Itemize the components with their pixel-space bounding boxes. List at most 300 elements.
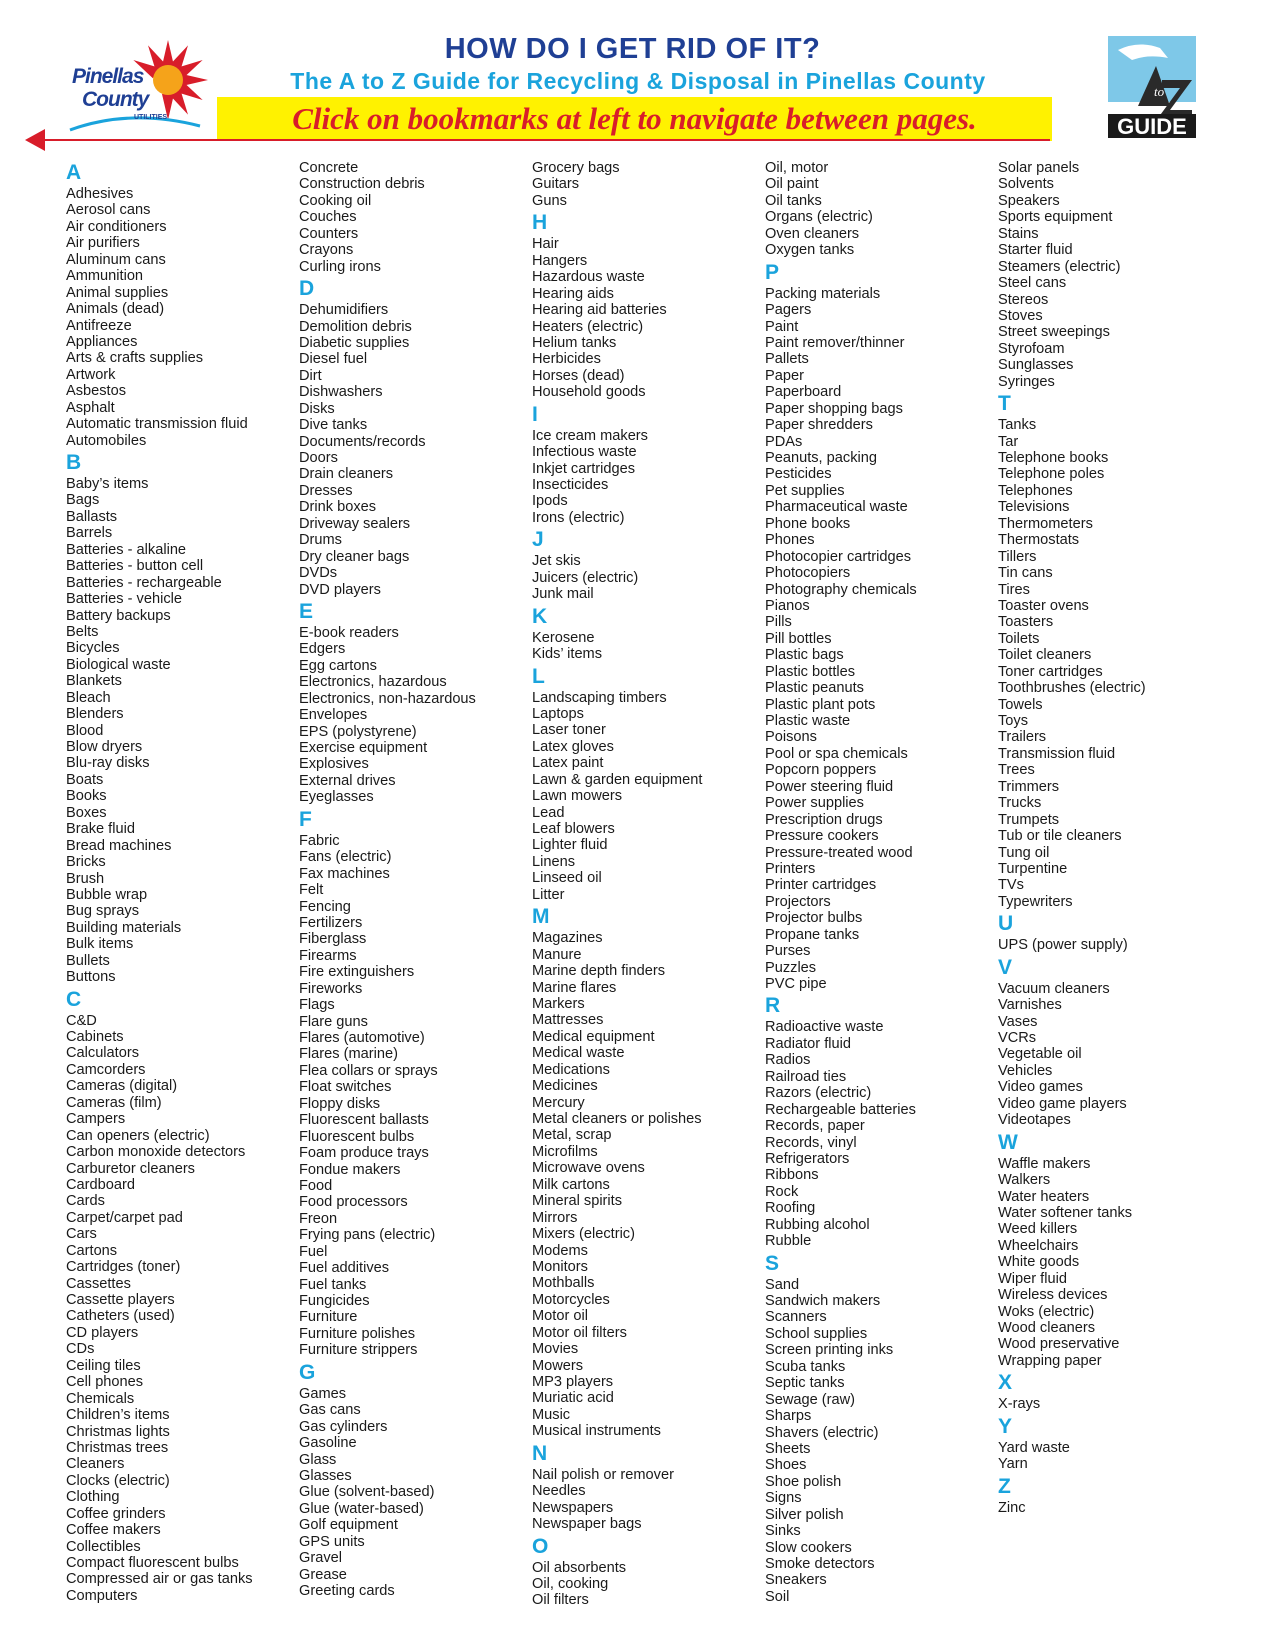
list-item: Shoe polish xyxy=(765,1473,842,1490)
list-item: Pianos xyxy=(765,597,810,614)
list-item: Fireworks xyxy=(299,980,363,997)
list-item: Thermostats xyxy=(998,532,1080,549)
list-item: Linseed oil xyxy=(532,870,602,887)
list-item: Cartridges (toner) xyxy=(66,1259,181,1276)
list-item: Animal supplies xyxy=(66,284,169,301)
list-item: Magazines xyxy=(532,930,603,947)
logo-guide-text: GUIDE xyxy=(1117,114,1187,138)
list-item: Furniture polishes xyxy=(299,1325,415,1342)
list-item: Furniture xyxy=(299,1309,358,1326)
list-item: Projector bulbs xyxy=(765,910,863,927)
list-item: Calculators xyxy=(66,1045,139,1062)
list-item: Video games xyxy=(998,1079,1083,1096)
list-item: Plastic waste xyxy=(765,713,851,729)
list-item: Trailers xyxy=(998,729,1047,746)
list-item: Lawn & garden equipment xyxy=(532,771,703,788)
list-item: Radios xyxy=(765,1052,811,1069)
list-item: Wheelchairs xyxy=(998,1237,1079,1254)
list-item: Vehicles xyxy=(998,1062,1053,1079)
section-letter-c: C xyxy=(66,987,82,1011)
list-item: Waffle makers xyxy=(998,1155,1091,1172)
list-item: Weed killers xyxy=(998,1221,1078,1238)
list-item: Electronics, hazardous xyxy=(299,674,447,691)
list-item: Music xyxy=(532,1406,571,1423)
list-item: Children’s items xyxy=(66,1407,170,1424)
list-item: Trees xyxy=(998,762,1035,779)
list-item: Plastic bottles xyxy=(765,663,856,680)
list-item: Electronics, non-hazardous xyxy=(299,690,476,707)
list-item: Turpentine xyxy=(998,860,1068,877)
list-item: Hair xyxy=(532,236,559,253)
list-item: White goods xyxy=(998,1254,1080,1271)
list-item: Cassettes xyxy=(66,1275,131,1292)
index-column-2 xyxy=(299,160,539,1599)
list-item: Egg cartons xyxy=(299,657,377,674)
list-item: Sinks xyxy=(765,1523,801,1540)
list-item: Poisons xyxy=(765,729,817,746)
list-item: Gas cans xyxy=(299,1402,361,1419)
list-item: Leaf blowers xyxy=(532,821,615,837)
list-item: Insecticides xyxy=(532,477,609,493)
list-item: Kerosene xyxy=(532,629,595,646)
list-item: Flare guns xyxy=(299,1013,368,1030)
list-item: Carpet/carpet pad xyxy=(66,1209,183,1226)
list-item: Bug sprays xyxy=(66,903,140,920)
list-item: Wrapping paper xyxy=(998,1352,1102,1369)
list-item: Pills xyxy=(765,614,792,631)
list-item: Photocopier cartridges xyxy=(765,548,912,565)
list-item: Speakers xyxy=(998,192,1060,209)
list-item: Blenders xyxy=(66,706,124,723)
list-item: Pagers xyxy=(765,302,812,319)
list-item: DVDs xyxy=(299,565,338,582)
list-item: Rubbing alcohol xyxy=(765,1216,870,1233)
list-item: Starter fluid xyxy=(998,242,1073,259)
list-item: Records, vinyl xyxy=(765,1134,857,1151)
banner-text: Click on bookmarks at left to navigate between pages. xyxy=(292,101,977,136)
list-item: Razors (electric) xyxy=(765,1085,872,1102)
list-item: Tanks xyxy=(998,417,1037,434)
list-item: Mixers (electric) xyxy=(532,1226,635,1243)
list-item: Medicines xyxy=(532,1078,598,1095)
list-item: Vegetable oil xyxy=(998,1046,1082,1063)
list-item: Bicycles xyxy=(66,640,120,657)
list-item: Compact fluorescent bulbs xyxy=(66,1555,239,1571)
list-item: Paper xyxy=(765,367,804,384)
list-item: Food processors xyxy=(299,1194,408,1211)
list-item: Golf equipment xyxy=(299,1517,398,1534)
list-item: Plastic peanuts xyxy=(765,680,864,697)
logo-line-pinellas: Pinellas xyxy=(72,65,144,88)
list-item: Exercise equipment xyxy=(299,740,428,756)
list-item: Peanuts, packing xyxy=(765,450,877,466)
list-item: Cameras (film) xyxy=(66,1094,162,1111)
list-item: Steamers (electric) xyxy=(998,258,1121,275)
list-item: Envelopes xyxy=(299,707,368,724)
list-item: Catheters (used) xyxy=(66,1308,175,1325)
list-item: EPS (polystyrene) xyxy=(299,723,417,740)
list-item: Fondue makers xyxy=(299,1161,401,1178)
list-item: Blood xyxy=(66,722,104,739)
list-item: Medical equipment xyxy=(532,1028,655,1045)
list-item: Toys xyxy=(998,713,1029,729)
list-item: CD players xyxy=(66,1324,139,1341)
list-item: Trumpets xyxy=(998,811,1060,828)
list-item: Water softener tanks xyxy=(998,1204,1133,1221)
list-item: Dresses xyxy=(299,482,353,499)
left-arrow-icon xyxy=(25,129,45,151)
section-letter-w: W xyxy=(998,1130,1018,1154)
list-item: Typewriters xyxy=(998,893,1073,910)
list-item: Smoke detectors xyxy=(765,1556,875,1572)
list-item: Tung oil xyxy=(998,844,1050,861)
list-item: Diabetic supplies xyxy=(299,334,410,351)
list-item: TVs xyxy=(998,877,1024,894)
section-letter-a: A xyxy=(66,161,82,184)
list-item: Radioactive waste xyxy=(765,1019,884,1036)
list-item: Antifreeze xyxy=(66,317,132,334)
list-item: Slow cookers xyxy=(765,1539,852,1556)
list-item: C&D xyxy=(66,1012,97,1029)
list-item: Televisions xyxy=(998,499,1070,516)
list-item: Diesel fuel xyxy=(299,351,368,368)
list-item: Rechargeable batteries xyxy=(765,1101,916,1118)
list-item: Float switches xyxy=(299,1079,392,1096)
list-item: Fiberglass xyxy=(299,931,367,948)
list-item: Household goods xyxy=(532,384,646,401)
list-item: Floppy disks xyxy=(299,1095,381,1112)
list-item: Toothbrushes (electric) xyxy=(998,680,1146,697)
list-item: Shavers (electric) xyxy=(765,1424,879,1441)
list-item: Linens xyxy=(532,853,576,870)
list-item: Counters xyxy=(299,225,359,242)
list-item: Disks xyxy=(299,400,335,417)
list-item: Stoves xyxy=(998,307,1043,324)
list-item: Bags xyxy=(66,492,100,509)
list-item: Scanners xyxy=(765,1309,827,1326)
list-item: Tin cans xyxy=(998,565,1053,582)
list-item: Trimmers xyxy=(998,778,1060,795)
list-item: Pet supplies xyxy=(765,482,845,499)
list-item: Ceiling tiles xyxy=(66,1357,141,1374)
list-item: Trucks xyxy=(998,795,1042,812)
list-item: Fluorescent ballasts xyxy=(299,1112,429,1129)
list-item: Paper shredders xyxy=(765,417,873,434)
list-item: Dehumidifiers xyxy=(299,302,389,319)
list-item: E-book readers xyxy=(299,624,399,641)
list-item: Printer cartridges xyxy=(765,877,877,894)
list-item: Lawn mowers xyxy=(532,788,623,805)
list-item: Oil, motor xyxy=(765,160,829,176)
list-item: Fencing xyxy=(299,898,351,915)
list-item: Litter xyxy=(532,886,565,903)
list-item: Monitors xyxy=(532,1258,588,1275)
list-item: Animals (dead) xyxy=(66,301,165,318)
list-item: Purses xyxy=(765,943,811,960)
list-item: Barrels xyxy=(66,525,113,542)
list-item: Blankets xyxy=(66,673,122,690)
list-item: Manure xyxy=(532,946,582,963)
list-item: Fuel tanks xyxy=(299,1276,367,1293)
index-column-4 xyxy=(765,160,1005,1605)
list-item: Drums xyxy=(299,532,342,549)
list-item: Freon xyxy=(299,1210,338,1227)
list-item: Sewage (raw) xyxy=(765,1391,856,1408)
list-item: Pool or spa chemicals xyxy=(765,745,908,762)
list-item: Gas cylinders xyxy=(299,1418,388,1435)
index-column-1 xyxy=(66,160,306,1604)
list-item: Air purifiers xyxy=(66,235,140,252)
list-item: Biological waste xyxy=(66,656,171,673)
list-item: Motorcycles xyxy=(532,1291,610,1308)
list-item: Paperboard xyxy=(765,384,842,401)
list-item: Hearing aids xyxy=(532,285,614,302)
list-item: Flags xyxy=(299,997,335,1014)
list-item: Oil paint xyxy=(765,176,819,193)
list-item: Mercury xyxy=(532,1094,585,1111)
list-item: Glue (solvent-based) xyxy=(299,1484,435,1501)
list-item: Appliances xyxy=(66,333,138,350)
list-item: Zinc xyxy=(998,1499,1026,1516)
list-item: Railroad ties xyxy=(765,1068,847,1085)
list-item: Toilets xyxy=(998,630,1040,647)
list-item: School supplies xyxy=(765,1325,868,1342)
list-item: Oil, cooking xyxy=(532,1575,609,1592)
list-item: Crayons xyxy=(299,242,354,259)
list-item: Medical waste xyxy=(532,1045,625,1062)
list-item: Bricks xyxy=(66,854,106,871)
list-item: Toaster ovens xyxy=(998,597,1089,614)
list-item: Wood preservative xyxy=(998,1336,1120,1353)
list-item: Street sweepings xyxy=(998,324,1110,341)
list-item: Movies xyxy=(532,1341,579,1358)
list-item: External drives xyxy=(299,772,396,789)
left-arrow-line xyxy=(40,139,1050,141)
list-item: Campers xyxy=(66,1111,126,1128)
list-item: Christmas lights xyxy=(66,1423,170,1440)
list-item: Muriatic acid xyxy=(532,1390,614,1407)
list-item: Baby’s items xyxy=(66,476,149,492)
list-item: Hearing aid batteries xyxy=(532,302,667,319)
list-item: Jet skis xyxy=(532,553,581,570)
list-item: Frying pans (electric) xyxy=(299,1227,436,1244)
section-letter-f: F xyxy=(299,807,312,831)
list-item: Wood cleaners xyxy=(998,1320,1096,1336)
list-item: Arts & crafts supplies xyxy=(66,350,204,367)
list-item: Rock xyxy=(765,1183,799,1200)
list-item: Brake fluid xyxy=(66,821,135,838)
list-item: Modems xyxy=(532,1242,588,1259)
list-item: PDAs xyxy=(765,433,803,450)
list-item: Roofing xyxy=(765,1200,816,1217)
list-item: Fungicides xyxy=(299,1293,370,1309)
list-item: Steel cans xyxy=(998,275,1067,292)
list-item: Photography chemicals xyxy=(765,581,917,598)
list-item: Bubble wrap xyxy=(66,886,148,903)
list-item: Pesticides xyxy=(765,466,832,483)
list-item: Syringes xyxy=(998,373,1055,390)
list-item: Ballasts xyxy=(66,508,118,525)
list-item: Drain cleaners xyxy=(299,466,394,483)
logo-line-utilities: UTILITIES xyxy=(134,114,168,121)
list-item: Printers xyxy=(765,860,816,877)
list-item: Clocks (electric) xyxy=(66,1472,170,1489)
list-item: Latex gloves xyxy=(532,738,614,755)
logo-line-county: County xyxy=(82,88,149,111)
list-item: Packing materials xyxy=(765,285,881,302)
list-item: Construction debris xyxy=(299,176,425,193)
list-item: Firearms xyxy=(299,947,357,964)
list-item: Wiper fluid xyxy=(998,1270,1067,1287)
list-item: Transmission fluid xyxy=(998,745,1116,762)
list-item: Refrigerators xyxy=(765,1150,850,1167)
list-item: Medications xyxy=(532,1061,610,1078)
list-item: Toner cartridges xyxy=(998,663,1103,680)
list-item: Oven cleaners xyxy=(765,225,860,242)
list-item: Fans (electric) xyxy=(299,849,392,866)
list-item: Records, paper xyxy=(765,1118,865,1135)
list-item: Coffee grinders xyxy=(66,1505,166,1522)
list-item: Herbicides xyxy=(532,351,601,368)
list-item: Glass xyxy=(299,1451,337,1468)
list-item: Telephones xyxy=(998,482,1073,499)
list-item: Plastic bags xyxy=(765,647,844,664)
list-item: Puzzles xyxy=(765,959,817,976)
list-item: UPS (power supply) xyxy=(998,937,1128,954)
list-item: Drink boxes xyxy=(299,499,377,516)
section-letter-d: D xyxy=(299,277,315,301)
list-item: Camcorders xyxy=(66,1061,146,1078)
list-item: Popcorn poppers xyxy=(765,762,877,779)
list-item: Cartons xyxy=(66,1242,118,1259)
list-item: Aerosol cans xyxy=(66,202,151,219)
list-item: GPS units xyxy=(299,1533,365,1550)
list-item: Newspaper bags xyxy=(532,1516,642,1533)
list-item: Gasoline xyxy=(299,1435,357,1452)
list-item: Eyeglasses xyxy=(299,789,374,806)
list-item: Automobiles xyxy=(66,432,147,449)
section-letter-s: S xyxy=(765,1251,780,1275)
list-item: Toasters xyxy=(998,614,1054,631)
list-item: Batteries - rechargeable xyxy=(66,574,222,591)
list-item: Sunglasses xyxy=(998,357,1074,374)
list-item: Irons (electric) xyxy=(532,509,625,526)
list-item: Cardboard xyxy=(66,1176,135,1193)
list-item: Sheets xyxy=(765,1440,811,1457)
pinellas-county-logo xyxy=(60,38,210,138)
list-item: Soil xyxy=(765,1588,790,1605)
list-item: Pill bottles xyxy=(765,630,832,647)
list-item: Tires xyxy=(998,581,1030,598)
list-item: Bullets xyxy=(66,952,110,969)
list-item: Sand xyxy=(765,1276,800,1293)
list-item: Battery backups xyxy=(66,607,171,624)
list-item: Stereos xyxy=(998,291,1049,308)
list-item: Signs xyxy=(765,1490,802,1507)
list-item: Compressed air or gas tanks xyxy=(66,1571,253,1588)
list-item: Tub or tile cleaners xyxy=(998,828,1122,845)
list-item: Silver polish xyxy=(765,1506,844,1523)
page-subtitle: The A to Z Guide for Recycling & Disposal in Pinellas County xyxy=(290,68,986,94)
list-item: Cleaners xyxy=(66,1456,125,1473)
list-item: Oxygen tanks xyxy=(765,242,855,259)
page-title: HOW DO I GET RID OF IT? xyxy=(444,33,821,65)
list-item: Needles xyxy=(532,1483,586,1500)
list-item: Aluminum cans xyxy=(66,251,166,268)
list-item: Foam produce trays xyxy=(299,1145,429,1162)
list-item: Collectibles xyxy=(66,1538,141,1555)
list-item: Motor oil filters xyxy=(532,1324,627,1341)
list-item: Oil tanks xyxy=(765,192,822,209)
list-item: Phones xyxy=(765,532,815,549)
list-item: Couches xyxy=(299,209,357,226)
list-item: Coffee makers xyxy=(66,1522,161,1539)
list-item: Pressure cookers xyxy=(765,828,879,845)
a-to-z-guide-icon xyxy=(1108,36,1196,138)
list-item: Ribbons xyxy=(765,1167,819,1184)
list-item: Power steering fluid xyxy=(765,778,894,795)
list-item: Guns xyxy=(532,192,567,209)
list-item: Yarn xyxy=(998,1456,1028,1473)
logo-to-text: to xyxy=(1154,84,1165,99)
list-item: Hangers xyxy=(532,252,588,269)
section-letter-x: X xyxy=(998,1371,1013,1395)
list-item: Bleach xyxy=(66,689,111,706)
list-item: Felt xyxy=(299,882,324,899)
list-item: Concrete xyxy=(299,160,359,176)
list-item: Can openers (electric) xyxy=(66,1127,210,1144)
list-item: Mothballs xyxy=(532,1275,595,1292)
list-item: Paint xyxy=(765,318,799,335)
list-item: Sneakers xyxy=(765,1572,827,1589)
list-item: Curling irons xyxy=(299,258,381,275)
list-item: Microwave ovens xyxy=(532,1160,645,1177)
list-item: Building materials xyxy=(66,919,182,936)
list-item: VCRs xyxy=(998,1030,1037,1046)
list-item: Glasses xyxy=(299,1467,352,1484)
list-item: Mirrors xyxy=(532,1209,578,1226)
list-item: Solar panels xyxy=(998,160,1080,176)
list-item: Varnishes xyxy=(998,997,1062,1014)
section-letter-b: B xyxy=(66,451,82,474)
list-item: Documents/records xyxy=(299,433,426,450)
list-item: Styrofoam xyxy=(998,340,1065,357)
list-item: Games xyxy=(299,1385,347,1402)
list-item: Batteries - alkaline xyxy=(66,541,187,558)
section-letter-j: J xyxy=(532,528,544,552)
list-item: Scuba tanks xyxy=(765,1358,846,1375)
section-letter-i: I xyxy=(532,402,538,426)
list-item: Inkjet cartridges xyxy=(532,460,636,477)
list-item: Batteries - vehicle xyxy=(66,591,182,608)
section-letter-g: G xyxy=(299,1360,316,1384)
list-item: X-rays xyxy=(998,1396,1041,1413)
list-item: Books xyxy=(66,788,107,805)
section-letter-l: L xyxy=(532,664,545,688)
section-letter-m: M xyxy=(532,905,550,929)
section-letter-k: K xyxy=(532,604,548,628)
section-letter-y: Y xyxy=(998,1414,1013,1438)
section-letter-o: O xyxy=(532,1534,549,1558)
list-item: Newspapers xyxy=(532,1499,614,1516)
list-item: Automatic transmission fluid xyxy=(66,416,248,433)
list-item: Marine depth finders xyxy=(532,963,666,980)
list-item: Fire extinguishers xyxy=(299,964,415,981)
list-item: Blu-ray disks xyxy=(66,755,150,772)
list-item: Stains xyxy=(998,225,1039,242)
list-item: Rubble xyxy=(765,1233,812,1250)
list-item: PVC pipe xyxy=(765,976,827,992)
